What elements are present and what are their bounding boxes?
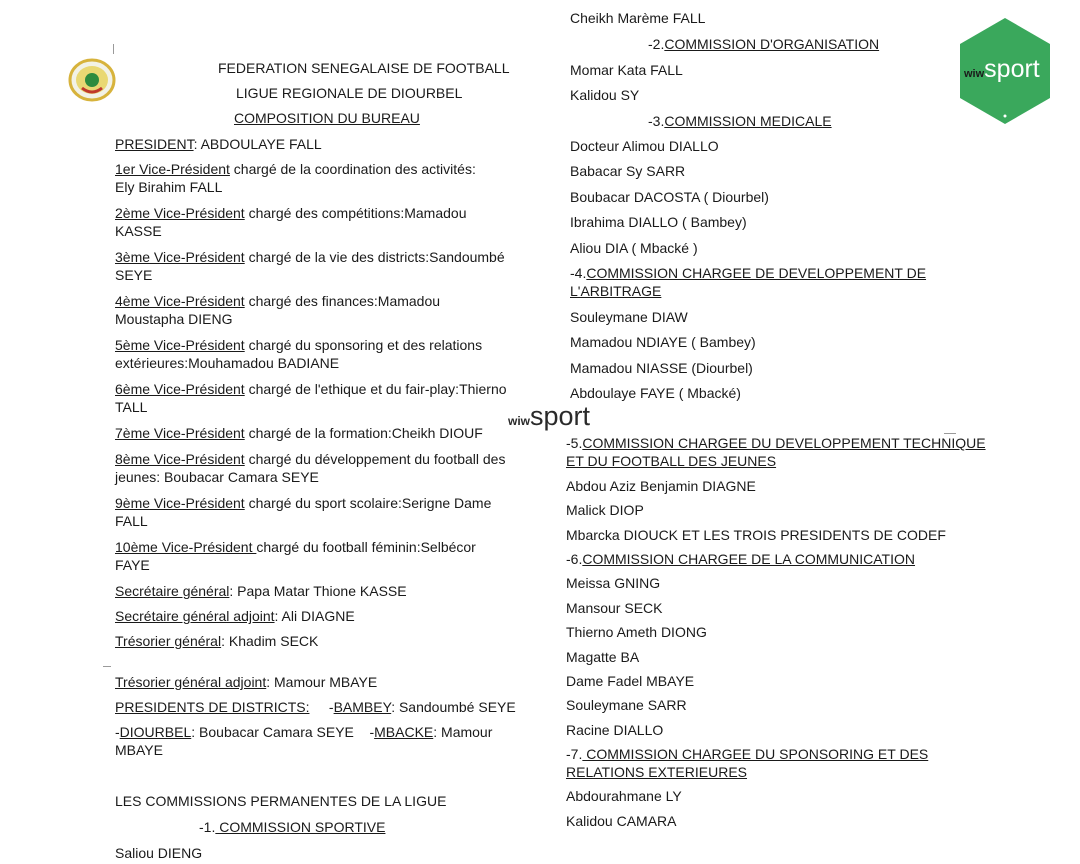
vp-row-cont: Moustapha DIENG: [115, 311, 233, 327]
treasurer-row: Trésorier général: Khadim SECK: [115, 633, 319, 649]
member-name: Malick DIOP: [566, 502, 644, 518]
commission-heading-cont: ET DU FOOTBALL DES JEUNES: [566, 453, 777, 469]
federation-title: FEDERATION SENEGALAISE DE FOOTBALL: [218, 60, 510, 76]
vp-row: 9ème Vice-Président chargé du sport scolaire:Serigne Dame: [115, 495, 492, 511]
member-name: Mamadou NDIAYE ( Bambey): [570, 334, 756, 350]
vp-row-cont: FAYE: [115, 557, 150, 573]
commissions-title: LES COMMISSIONS PERMANENTES DE LA LIGUE: [115, 793, 447, 809]
member-name: Mamadou NIASSE (Diourbel): [570, 360, 753, 376]
member-name: Aliou DIA ( Mbacké ): [570, 240, 698, 256]
member-name: Saliou DIENG: [115, 845, 203, 861]
member-name: Meissa GNING: [566, 575, 661, 591]
member-name: Mansour SECK: [566, 600, 663, 616]
vp-row: 5ème Vice-Président chargé du sponsoring et des relations: [115, 337, 483, 353]
commission-heading: -3.COMMISSION MEDICALE: [648, 113, 832, 129]
commission-heading: -2.COMMISSION D'ORGANISATION: [648, 36, 880, 52]
wiwsport-watermark: wiwsport: [508, 401, 591, 431]
member-name: Abdoulaye FAYE ( Mbacké): [570, 385, 741, 401]
vp-row: 1er Vice-Président chargé de la coordination des activités:: [115, 161, 476, 177]
bureau-title: COMPOSITION DU BUREAU: [234, 110, 420, 126]
member-name: Boubacar DACOSTA ( Diourbel): [570, 189, 769, 205]
vp-row-cont: KASSE: [115, 223, 162, 239]
member-name: Abdourahmane LY: [566, 788, 682, 804]
member-name: Thierno Ameth DIONG: [566, 624, 707, 640]
commission-heading: -6.COMMISSION CHARGEE DE LA COMMUNICATION: [566, 551, 916, 567]
member-name: Docteur Alimou DIALLO: [570, 138, 719, 154]
member-name: Dame Fadel MBAYE: [566, 673, 695, 689]
vp-row: 7ème Vice-Président chargé de la formation:Cheikh DIOUF: [115, 425, 483, 441]
scan-tick: [103, 666, 111, 667]
member-name: Racine DIALLO: [566, 722, 664, 738]
league-title: LIGUE REGIONALE DE DIOURBEL: [236, 85, 463, 101]
president-row: [115, 135, 322, 153]
member-name: Babacar Sy SARR: [570, 163, 686, 179]
vp-row-cont: jeunes: Boubacar Camara SEYE: [115, 469, 319, 485]
commission-heading-cont: RELATIONS EXTERIEURES: [566, 764, 748, 780]
member-name: Souleymane DIAW: [570, 309, 688, 325]
commission-heading: -1. COMMISSION SPORTIVE: [199, 819, 386, 835]
secretary-general-row: Secrétaire général: Papa Matar Thione KASSE: [115, 583, 407, 599]
vp-row: 6ème Vice-Président chargé de l'ethique et du fair-play:Thierno: [115, 381, 507, 397]
vp-row: 2ème Vice-Président chargé des compétitions:Mamadou: [115, 205, 467, 221]
president-value: : ABDOULAYE FALL: [193, 136, 322, 152]
vp-row: 10ème Vice-Président chargé du football féminin:Selbécor: [115, 539, 476, 555]
federation-logo-icon: [68, 58, 116, 102]
deputy-secretary-row: Secrétaire général adjoint: Ali DIAGNE: [115, 608, 355, 624]
commission-heading: -4.COMMISSION CHARGEE DE DEVELOPPEMENT DE: [570, 265, 927, 281]
deputy-treasurer-row: Trésorier général adjoint: Mamour MBAYE: [115, 674, 378, 690]
member-name: Magatte BA: [566, 649, 640, 665]
brand-hexagon-text: wiwsport: [964, 55, 1040, 83]
vp-row-cont: TALL: [115, 399, 148, 415]
member-name: Souleymane SARR: [566, 697, 687, 713]
member-name: Mbarcka DIOUCK ET LES TROIS PRESIDENTS DE CODEF: [566, 527, 946, 543]
vp-row: 3ème Vice-Président chargé de la vie des districts:Sandoumbé: [115, 249, 505, 265]
commission-heading: -7. COMMISSION CHARGEE DU SPONSORING ET DES: [566, 746, 929, 762]
member-name: Abdou Aziz Benjamin DIAGNE: [566, 478, 756, 494]
vp-row: 8ème Vice-Président chargé du développement du football des: [115, 451, 506, 467]
district-presidents-row: PRESIDENTS DE DISTRICTS: -BAMBEY: Sandoumbé SEYE: [115, 699, 516, 715]
member-name: Momar Kata FALL: [570, 62, 683, 78]
member-name: Ibrahima DIALLO ( Bambey): [570, 214, 747, 230]
vp-row: 4ème Vice-Président chargé des finances:Mamadou: [115, 293, 441, 309]
district-row-cont: MBAYE: [115, 742, 163, 758]
vp-row-cont: FALL: [115, 513, 148, 529]
commission-heading-cont: L'ARBITRAGE: [570, 283, 662, 299]
vp-row-cont: extérieures:Mouhamadou BADIANE: [115, 355, 340, 371]
commission-heading: -5.COMMISSION CHARGEE DU DEVELOPPEMENT TECHNIQUE: [566, 435, 986, 451]
president-label: PRESIDENT: [115, 136, 194, 152]
scan-tick: [113, 44, 114, 54]
district-row: -DIOURBEL: Boubacar Camara SEYE -MBACKE: Mamour: [115, 724, 493, 740]
member-name: Kalidou SY: [570, 87, 640, 103]
vp-row-cont: SEYE: [115, 267, 153, 283]
member-name: Cheikh Marème FALL: [570, 10, 706, 26]
vp-row-cont: Ely Birahim FALL: [115, 179, 223, 195]
member-name: Kalidou CAMARA: [566, 813, 677, 829]
